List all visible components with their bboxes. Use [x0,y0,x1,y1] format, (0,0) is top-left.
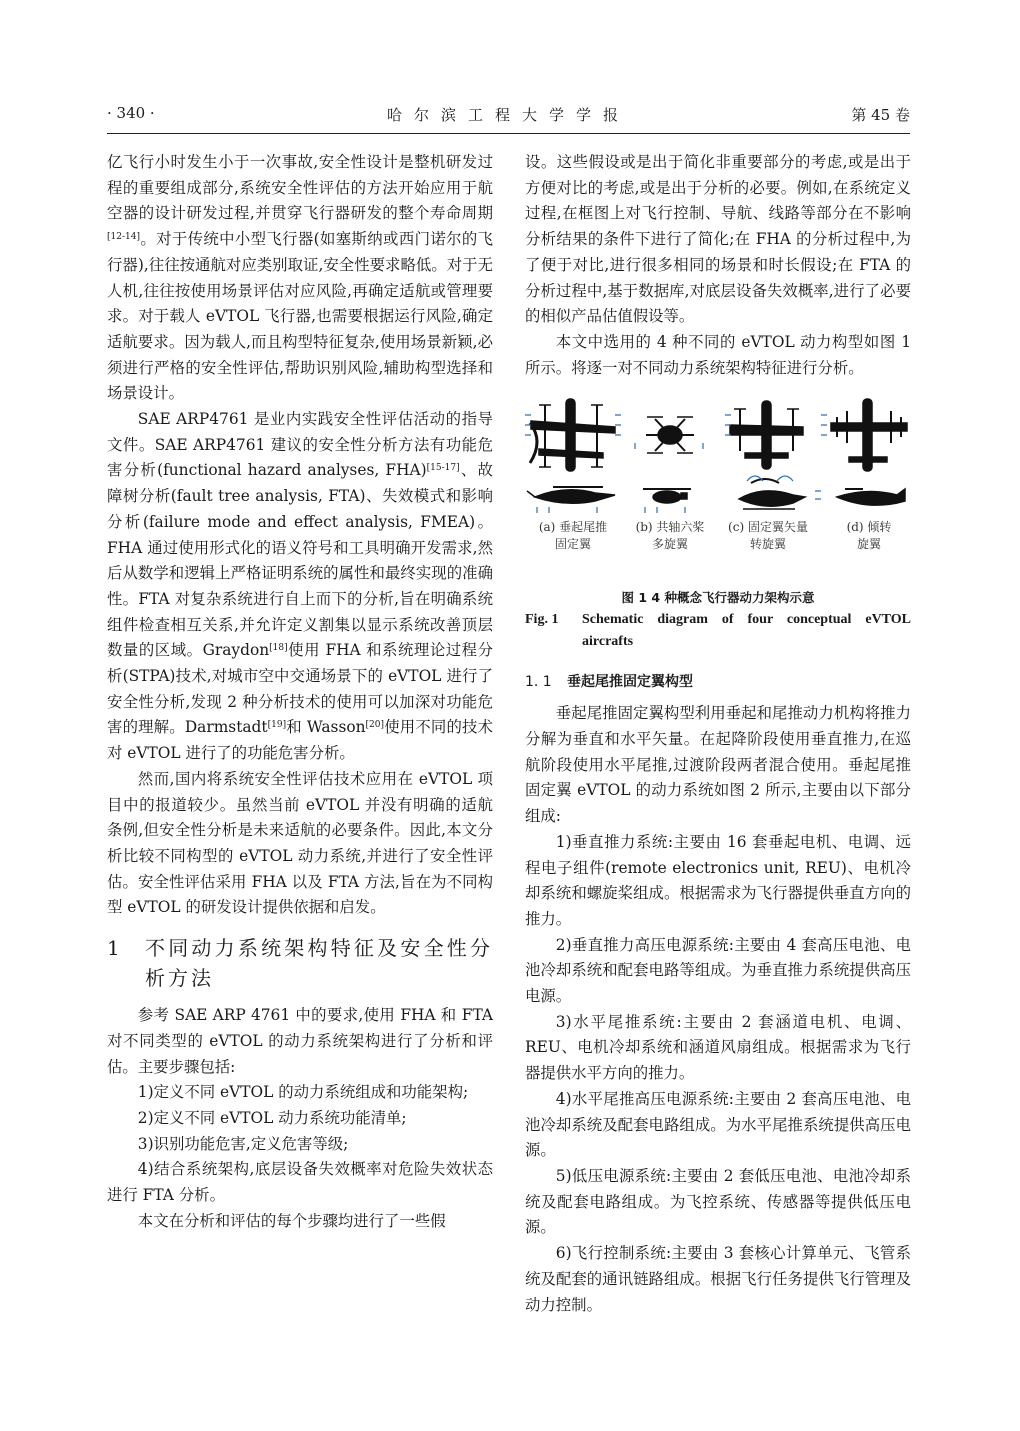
aircraft-c-side [739,479,805,509]
citation: [15-17] [426,463,460,474]
figure-sublabels [539,519,892,551]
text: SAE ARP4761 是业内实践安全性评估活动的指导文件。SAE ARP4761 建议的安全性分析方法有功能危害分析(functional hazard analyses, FHA) [107,410,493,480]
list-item: 1)垂直推力系统:主要由 16 套垂起电机、电调、远程电子组件(remote electronics unit, REU)、电机冷却系统和螺旋桨组成。根据需求为飞行器提供垂直方向的推力。 [525,832,911,928]
paragraph: 本文在分析和评估的每个步骤均进行了一些假 [137,1211,446,1230]
list-item: 4)结合系统架构,底层设备失效概率对危险失效状态进行 FTA 分析。 [107,1160,493,1205]
text: 、故障树分析(fault tree analysis, FTA)、失效模式和影响分析(failure mode and effect analysis, FMEA)。FHA 通过使用形式化的语义符号和工具明确开发需求,然后从数学和逻辑上严格证明系统的属性和最终实现的准确性。FTA 对复杂系统进行自上而下的分析,旨在明确系统组件检查相互关系,并允许定义割集以显示系统改善顶层数量的区域。Graydon [107,461,493,660]
subsection-title: 垂起尾推固定翼构型 [567,674,693,691]
sublabel-d-1: (d) 倾转 [846,520,892,535]
page-header [107,104,910,134]
sublabel-b-2: 多旋翼 [651,537,689,552]
sublabel-c-2: 转旋翼 [749,537,787,552]
list-item: 2)定义不同 eVTOL 动力系统功能清单; [137,1108,407,1127]
aircraft-a-side [527,487,615,503]
text: 。对于传统中小型飞行器(如塞斯纳或西门诺尔的飞行器),往往按通航对应类别取证,安全性要求略低。对于无人机,往往按使用场景评估对应风险,再确定适航或管理要求。对于载人 eVTOL 飞行器,也需要根据运行风险,确定适航要求。因为载人,而且构型特征复杂,使用场景新颖,必须进行严格的安全性评估,帮助识别风险,辅助构型选择和场景设计。 [107,230,493,403]
list-item: 6)飞行控制系统:主要由 3 套核心计算单元、飞管系统及配套的通讯链路组成。根据飞行任务提供飞行管理及动力控制。 [525,1244,911,1314]
list-item: 1)定义不同 eVTOL 的动力系统组成和功能架构; [137,1083,469,1102]
figure-caption-cn: 图 1 4 种概念飞行器动力架构示意 [621,590,815,606]
text: 使用不同的技术对 eVTOL 进行了的功能危害分析。 [107,718,493,763]
figure-1 [525,395,911,573]
volume-label: 第 45 卷 [851,106,910,124]
aircraft-b-top [646,417,694,453]
paragraph: 设。这些假设或是出于简化非重要部分的考虑,或是出于方便对比的考虑,或是出于分析的必要。例如,在系统定义过程,在框图上对飞行控制、导航、线路等部分在不影响分析结果的条件下进行了简化;在 FHA 的分析过程中,为了便于对比,进行很多相同的场景和时长假设;在 FTA 的分析过程中,基于数据库,对底层设备失效概率,进行了必要的相似产品估值假设等。 [525,153,911,326]
text: 使用 FHA 和系统理论过程分析(STPA)技术,对城市空中交通场景下的 eVTOL 进行了安全性分析,发现 2 种分析技术的使用可以加深对功能危害的理解。Darmstadt [107,641,493,737]
section-number: 1 [107,936,123,961]
citation: [18] [269,643,288,654]
aircraft-b-side [643,489,691,503]
subsection-number: 1. 1 [525,674,552,691]
figure-label-en: Fig. 1 [525,612,559,628]
left-column [107,150,493,1234]
citation: [12-14] [107,232,140,243]
citation: [19] [267,720,287,731]
sublabel-d-2: 旋翼 [856,537,882,552]
paragraph: 参考 SAE ARP 4761 中的要求,使用 FHA 和 FTA 对不同类型的 eVTOL 的动力系统架构进行了分析和评估。主要步骤包括: [107,1006,493,1076]
text: 和 Wasson [286,718,366,737]
page-number: · 340 · [107,104,155,122]
paragraph [107,407,493,767]
list-item: 3)识别功能危害,定义危害等级; [137,1134,349,1153]
text: 亿飞行小时发生小于一次事故,安全性设计是整机研发过程的重要组成部分,系统安全性评估的方法开始应用于航空器的设计研发过程,并贯穿飞行器研发的整个寿命周期 [107,153,493,223]
paragraph: 本文中选用的 4 种不同的 eVTOL 动力构型如图 1 所示。将逐一对不同动力系统架构特征进行分析。 [525,332,911,377]
aircraft-d-side [837,489,905,505]
sublabel-c-1: (c) 固定翼矢量 [728,520,808,535]
list-item: 5)低压电源系统:主要由 2 套低压电池、电池冷却系统及配套电路组成。为飞控系统、传感器等提供低压电源。 [525,1166,911,1237]
section-title: 不同动力系统架构特征及安全性分析方法 [145,936,493,991]
figure-caption-en-text: Schematic diagram of four conceptual eVTOL aircrafts [582,612,911,650]
figure-caption-en [525,609,911,653]
right-column [525,150,911,1318]
aircraft-c-top [730,401,803,469]
header-rule [107,133,910,134]
sublabel-b-1: (b) 共轴六桨 [635,520,705,535]
sublabel-a-2: 固定翼 [554,537,592,552]
list-item: 4)水平尾推高压电源系统:主要由 2 套高压电池、电池冷却系统及配套电路组成。为水平尾推系统提供高压电源。 [525,1089,911,1160]
paragraph [107,150,493,407]
subsection-heading [525,669,911,695]
paragraph: 垂起尾推固定翼构型利用垂起和尾推动力机构将推力分解为垂直和水平矢量。在起降阶段使用垂直推力,在巡航阶段使用水平尾推,过渡阶段两者混合使用。垂起尾推固定翼 eVTOL 的动力系统如图 2 所示,主要由以下部分组成: [525,704,911,826]
journal-title: 哈尔滨工程大学学报 [386,106,630,124]
sublabel-a-1: (a) 垂起尾推 [538,520,608,535]
list-item: 3)水平尾推系统:主要由 2 套涵道电机、电调、REU、电机冷却系统和涵道风扇组成。根据需求为飞行器提供水平方向的推力。 [525,1012,911,1083]
aircraft-a-top [530,399,615,471]
paragraph: 然而,国内将系统安全性评估技术应用在 eVTOL 项目中的报道较少。虽然当前 eVTOL 并没有明确的适航条例,但安全性分析是未来适航的必要条件。因此,本文分析比较不同构型的 eVTOL 动力系统,并进行了安全性评估。安全性评估采用 FHA 以及 FTA 方法,旨在为不同构型 eVTOL 的研发设计提供依据和启发。 [107,769,493,917]
section-heading [107,933,493,993]
aircraft-schematics [525,395,911,573]
list-item: 2)垂直推力高压电源系统:主要由 4 套高压电池、电池冷却系统和配套电路等组成。为垂直推力系统提供高压电源。 [525,935,911,1006]
aircraft-d-top [831,399,907,471]
citation: [20] [365,720,385,731]
